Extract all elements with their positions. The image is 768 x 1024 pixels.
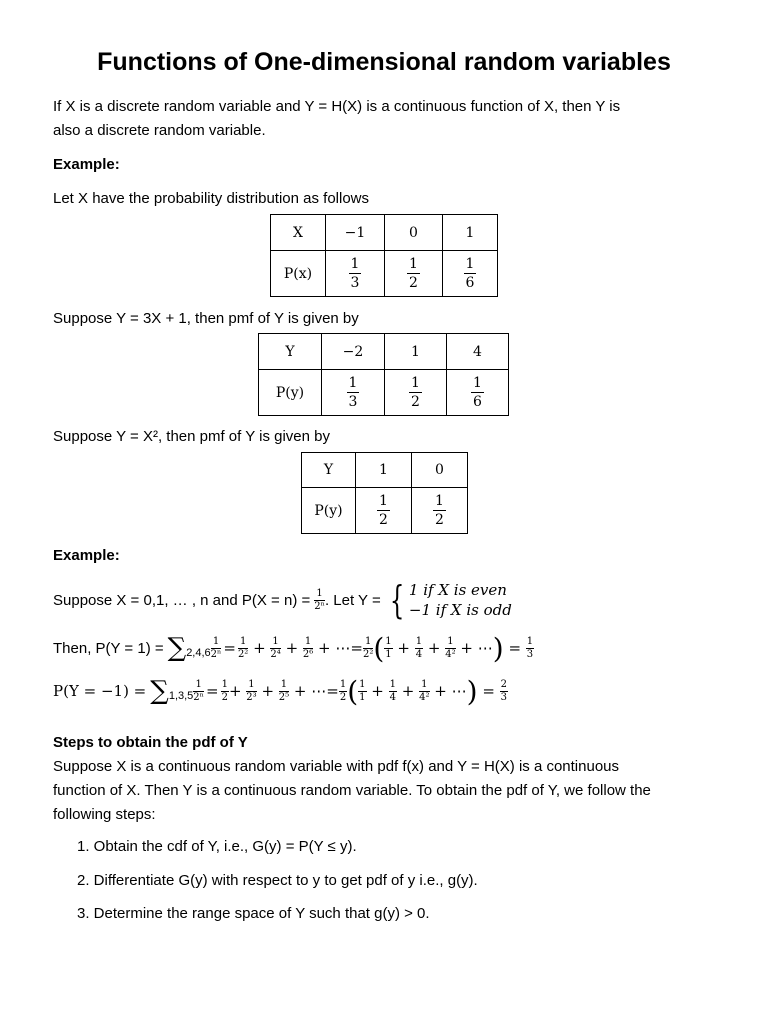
table-x-value: 1 (443, 215, 498, 251)
example-2-prefix: Suppose X = 0,1, … , n and P(X = n) = (53, 591, 311, 609)
table-y1-header-label: Y (259, 334, 322, 370)
table-x-prob: $\frac{1}{2}$ (409, 256, 418, 291)
case-even: 1 if X is even (408, 581, 507, 599)
eq2-result: $\frac{2}{3}$ (500, 678, 508, 703)
table-y1-prob: $\frac{1}{6}$ (473, 375, 482, 410)
example-2-let-y: . Let Y = (324, 591, 381, 609)
intro-line-2: also a discrete random variable. (53, 122, 266, 139)
example-heading: Example: (53, 156, 120, 173)
table-x-prob: $\frac{1}{3}$ (350, 256, 360, 291)
step-item: 1. Obtain the cdf of Y, i.e., G(y) = P(Y ≤ y). (77, 838, 357, 855)
eq2-sum-subscript: 1,3,5 (168, 690, 194, 702)
eq1-lead: Then, P(Y = 1) = (53, 639, 164, 657)
page-title: Functions of One-dimensional random variables (97, 48, 671, 76)
table-y2-header-label: Y (302, 453, 356, 488)
example-2-pmf-fraction: $\frac{1}{\text{2ⁿ}}$ (314, 587, 325, 612)
step-item: 2. Differentiate G(y) with respect to y to get pdf of y i.e., g(y). (77, 872, 478, 889)
eq1-sum-subscript: 2,4,6 (186, 647, 211, 659)
sigma-glyph: ∑ (150, 676, 169, 706)
step-item: 3. Determine the range space of Y such that g(y) > 0. (77, 905, 430, 922)
table-y2-prob-label: P(y) (302, 488, 356, 534)
table-y2-value: 0 (412, 453, 468, 488)
suppose-linear-text: Suppose Y = 3X + 1, then pmf of Y is given by (53, 310, 359, 327)
table-y2-prob: $\frac{1}{2}$ (435, 493, 444, 528)
example-2-definition (53, 578, 512, 622)
steps-paragraph-line: function of X. Then Y is a continuous random variable. To obtain the pdf of Y, we follow the (53, 782, 651, 799)
steps-heading: Steps to obtain the pdf of Y (53, 734, 248, 751)
intro-line-1: If X is a discrete random variable and Y = H(X) is a continuous function of X, then Y is (53, 98, 621, 115)
piecewise-cases (385, 580, 512, 620)
case-odd: −1 if X is odd (408, 601, 512, 619)
table-y1-value: 4 (447, 334, 509, 370)
table-x-header-label: X (271, 215, 326, 251)
table-y1-prob: $\frac{1}{2}$ (411, 375, 420, 410)
table-y-square (301, 452, 468, 534)
table-y1-prob-label: P(y) (259, 370, 322, 416)
equation-p-y-equals-1: Then, P(Y = 1) = ∑ 2,4,6 $\frac{1}{\text{2ⁿ}}$ = $\frac{1}{\text{2²}}$ + $\frac{1}{\text{2⁴}}$ + $\frac{1}{\text{2⁶}}$ + ⋯= $\frac{1}{\text{2²}}$ ( $\frac{1}{1}$ + $\frac{1}{4}$ + $\frac{1}{\text{4²}}$ + ⋯ ) = $\frac{1}{3}$ (53, 631, 534, 665)
let-x-text: Let X have the probability distribution as follows (53, 190, 370, 207)
table-y-linear (258, 333, 509, 416)
table-y2-prob: $\frac{1}{2}$ (379, 493, 388, 528)
table-y1-value: 1 (385, 334, 447, 370)
eq2-lead: P(Y = −1) = (53, 682, 147, 700)
table-x-distribution (270, 214, 498, 297)
table-x-value: −1 (326, 215, 385, 251)
table-x-value: 0 (385, 215, 443, 251)
example-2-heading: Example: (53, 547, 120, 564)
suppose-square-text: Suppose Y = X², then pmf of Y is given by (53, 428, 330, 445)
equation-p-y-equals-minus-1: P(Y = −1) = ∑ 1,3,5 $\frac{1}{\text{2ⁿ}}$ = $\frac{1}{2}$ + $\frac{1}{\text{2³}}$ + $\frac{1}{\text{2⁵}}$ + ⋯= $\frac{1}{2}$ ( $\frac{1}{1}$ + $\frac{1}{4}$ + $\frac{1}{\text{4²}}$ + ⋯ ) = $\frac{2}{3}$ (53, 674, 508, 708)
eq1-result: $\frac{1}{3}$ (526, 635, 534, 660)
steps-paragraph-line: Suppose X is a continuous random variable with pdf f(x) and Y = H(X) is a continuous (53, 758, 620, 775)
sigma-glyph: ∑ (167, 633, 187, 663)
table-x-prob: $\frac{1}{6}$ (465, 256, 475, 291)
brace-glyph: { (389, 578, 405, 622)
table-y2-value: 1 (356, 453, 412, 488)
table-y1-prob: $\frac{1}{3}$ (348, 375, 358, 410)
table-y1-value: −2 (322, 334, 385, 370)
steps-paragraph-line: following steps: (53, 806, 156, 823)
table-x-prob-label: P(x) (271, 251, 326, 297)
